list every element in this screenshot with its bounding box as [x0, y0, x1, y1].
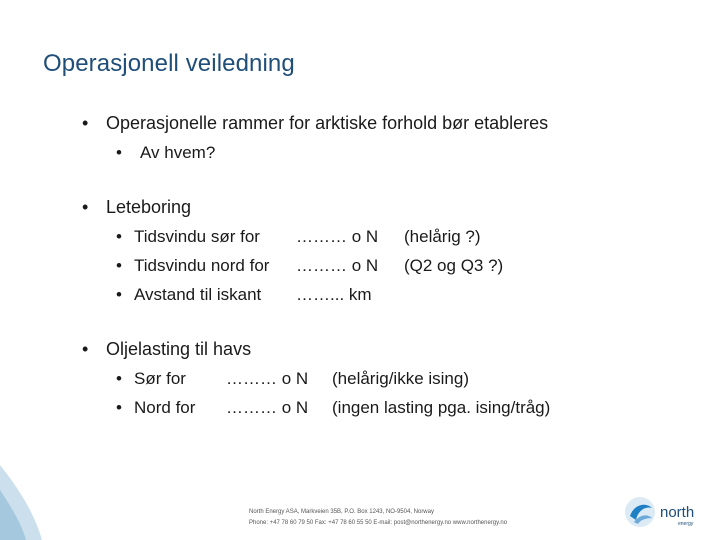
row-tidsvindu-nord: • Tidsvindu nord for — [116, 256, 270, 275]
row-label: Sør for — [134, 369, 186, 388]
row-value: ……… o N — [296, 227, 379, 246]
row-note: (Q2 og Q3 ?) — [404, 256, 504, 275]
row-note: (helårig ?) — [404, 227, 481, 246]
logo-subtext: energy — [678, 521, 694, 527]
row-nord-for: • Nord for — [116, 398, 196, 417]
bullet-text: Oljelasting til havs — [106, 339, 252, 359]
sub-bullet-hvem — [116, 143, 215, 163]
row-value: ……… o N — [296, 256, 379, 275]
footer — [249, 507, 507, 529]
row-note: (ingen lasting pga. ising/tråg) — [332, 398, 551, 417]
bullet-text: Operasjonelle rammer for arktiske forhold bør etableres — [106, 113, 549, 133]
row-tidsvindu-sor: • Tidsvindu sør for — [116, 227, 260, 246]
footer-line-1: North Energy ASA, Markveien 35B, P.O. Box 1243, NO-9504, Norway — [249, 509, 434, 515]
bullet-dot: • — [82, 113, 89, 133]
corner-decoration — [0, 430, 60, 540]
bullet-leteboring — [82, 197, 191, 218]
logo-text: north — [660, 504, 695, 521]
bullet-dot: • — [116, 143, 122, 162]
footer-line-2: Phone: +47 78 60 79 50 Fax: +47 78 60 55 50 E-mail: post@northenergy.no www.northenergy.no — [249, 520, 508, 526]
row-value: ……… o N — [226, 398, 309, 417]
row-label: Tidsvindu sør for — [134, 227, 260, 246]
bullet-dot: • — [82, 339, 89, 359]
row-avstand: • Avstand til iskant — [116, 285, 262, 304]
bullet-text: Leteboring — [106, 197, 192, 217]
bullet-rammer — [82, 113, 548, 134]
slide-title: Operasjonell veiledning — [43, 50, 295, 77]
row-note: (helårig/ikke ising) — [332, 369, 469, 388]
bullet-oljelasting — [82, 339, 251, 360]
row-value: ……... km — [296, 285, 372, 304]
row-sor-for: • Sør for — [116, 369, 186, 388]
row-label: Nord for — [134, 398, 196, 417]
row-label: Tidsvindu nord for — [134, 256, 270, 275]
bullet-dot: • — [82, 197, 89, 217]
row-label: Avstand til iskant — [134, 285, 262, 304]
row-value: ……… o N — [226, 369, 309, 388]
bullet-text: Av hvem? — [140, 143, 216, 162]
